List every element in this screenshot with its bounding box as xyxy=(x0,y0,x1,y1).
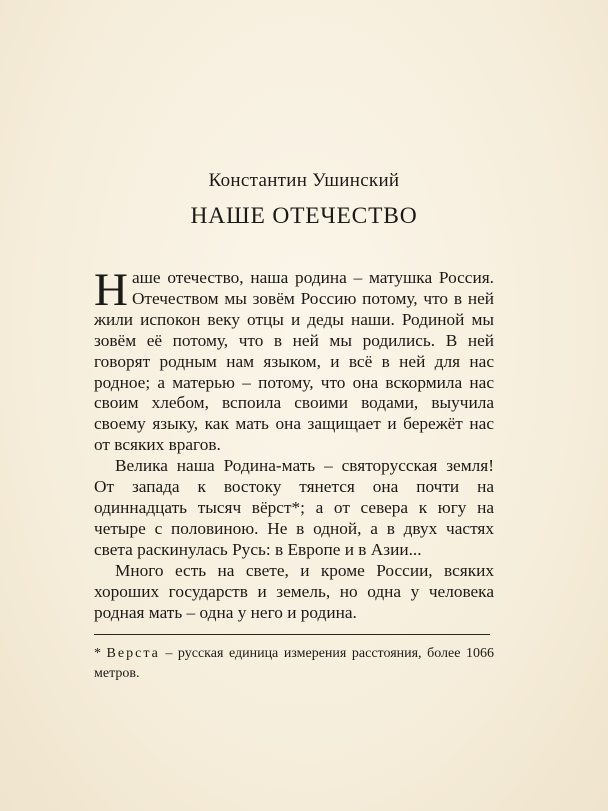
author-name: Константин Ушинский xyxy=(208,170,400,191)
paragraph-2: Велика наша Родина-мать – святорусская земля! От запада к востоку тянется она почти на одиннадцать тысяч вёрст*; а от севера к югу на четыре с половиною. Не в одной, а в двух частях света раскинулась Русь: в Европе и в Азии... xyxy=(94,456,494,559)
footnote-divider xyxy=(94,634,490,635)
paragraph-1-text: аше отечество, наша родина – матушка Россия. Отечеством мы зовём Россию потому, что в ней жили испокон веку отцы и деды наши. Родиной мы зовём её потому, что в ней мы родились. В ней говорят родным нам языком, и всё в ней для нас родное; а матерью – потому, что она вскормила нас своим хлебом, вспоила своими водами, выучила своему языку, как мать она защищает и бережёт нас от всяких врагов. xyxy=(94,268,494,455)
body-text xyxy=(94,264,494,623)
footnote-text: – русская единица измерения расстояния, более 1066 метров. xyxy=(94,646,494,681)
drop-cap: Н xyxy=(94,264,128,316)
paragraph-3: Много есть на свете, и кроме России, всяких хороших государств и земель, но одна у человека родная мать – одна у него и родина. xyxy=(94,560,494,622)
footnote-marker: * xyxy=(94,646,101,661)
footnote-term: Верста xyxy=(106,646,160,661)
footnote xyxy=(94,644,494,684)
paragraph-1 xyxy=(94,264,494,456)
chapter-title: НАШЕ ОТЕЧЕСТВО xyxy=(190,203,418,229)
